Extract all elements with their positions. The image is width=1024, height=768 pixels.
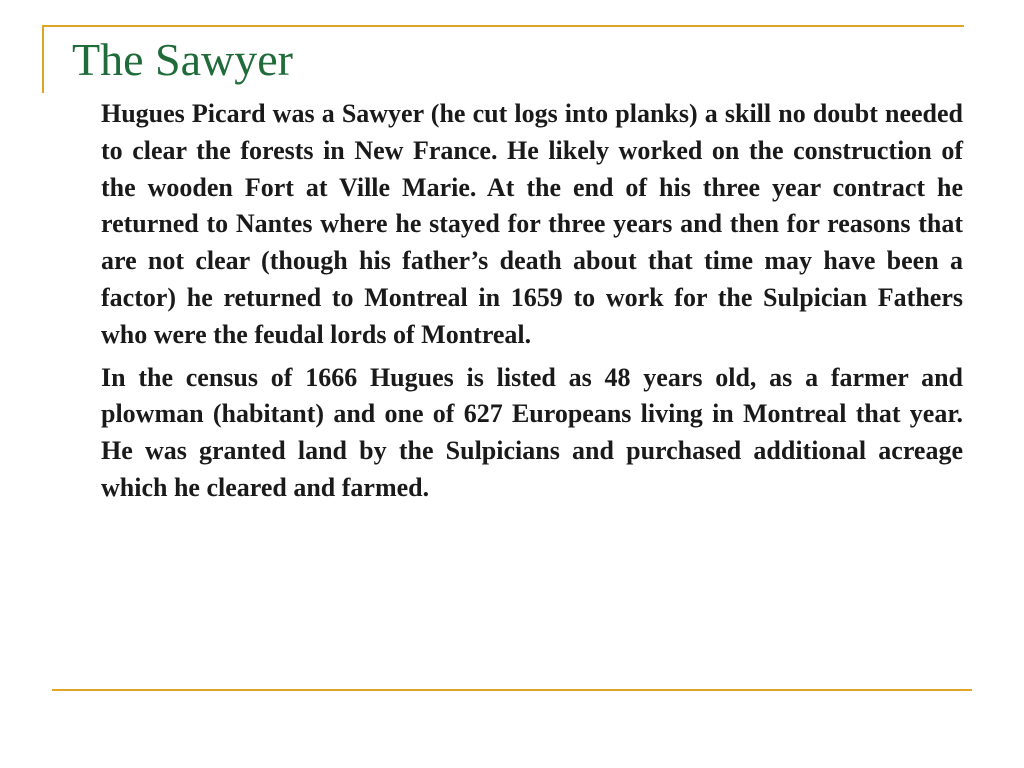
left-accent-rule bbox=[42, 25, 44, 93]
paragraph-census-1666: In the census of 1666 Hugues is listed as 48 years old, as a farmer and plowman (habitant) and one of 627 Europeans living in Montreal that year. He was granted land by the Sulpicians and purchased additional acreage which he cleared and farmed. bbox=[101, 362, 963, 502]
paragraph-sawyer-history: Hugues Picard was a Sawyer (he cut logs into planks) a skill no doubt needed to clear the forests in New France. He likely worked on the construction of the wooden Fort at Ville Marie. At the end of his three year contract he returned to Nantes where he stayed for three years and then for reasons that are not clear (though his father’s death about that time may have been a factor) he returned to Montreal in 1659 to work for the Sulpician Fathers who were the feudal lords of Montreal. bbox=[101, 99, 963, 349]
slide-body bbox=[101, 96, 963, 513]
slide-title: The Sawyer bbox=[72, 34, 293, 85]
bottom-accent-rule bbox=[52, 689, 972, 691]
top-accent-rule bbox=[42, 25, 964, 27]
